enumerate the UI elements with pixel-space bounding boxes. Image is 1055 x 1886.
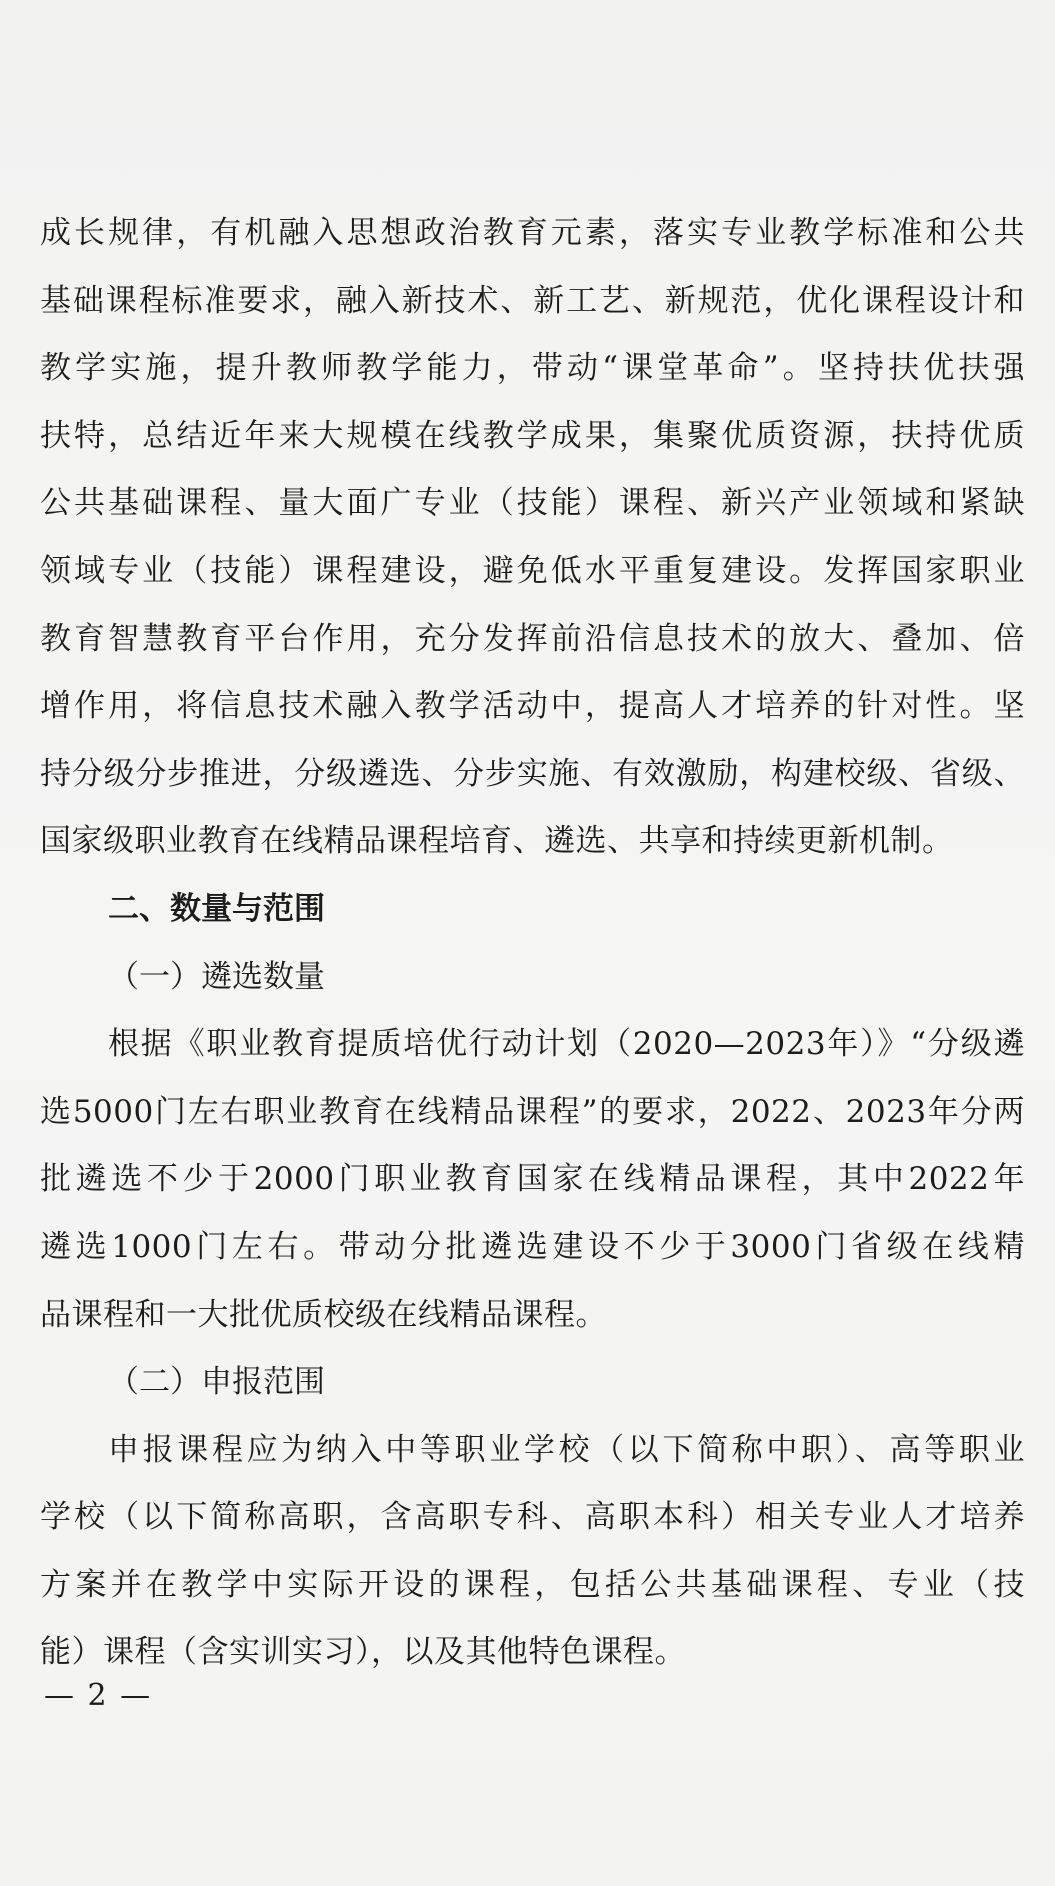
text-line: 教育智慧教育平台作用，充分发挥前沿信息技术的放大、叠加、倍	[40, 620, 1025, 657]
section-heading: 二、数量与范围	[108, 890, 325, 927]
text-line: 成长规律，有机融入思想政治教育元素，落实专业教学标准和公共	[40, 215, 1025, 251]
paragraph-selection-quantity	[40, 1011, 1025, 1349]
text-line: 国家级职业教育在线精品课程培育、遴选、共享和持续更新机制。	[40, 823, 954, 860]
subsection-heading: （二）申报范围	[108, 1364, 325, 1401]
text-line: 根据《职业教育提质培优行动计划（2020—2023年）》“分级遴	[108, 1026, 1025, 1063]
text-line: 增作用，将信息技术融入教学活动中，提高人才培养的针对性。坚	[40, 688, 1025, 725]
text-line: 基础课程标准要求，融入新技术、新工艺、新规范，优化课程设计和	[40, 282, 1025, 319]
page-number: — 2 —	[44, 1678, 153, 1713]
text-line: 扶特，总结近年来大规模在线教学成果，集聚优质资源，扶持优质	[40, 417, 1025, 454]
text-line: 品课程和一大批优质校级在线精品课程。	[40, 1296, 607, 1333]
text-line: 领域专业（技能）课程建设，避免低水平重复建设。发挥国家职业	[40, 552, 1025, 589]
document-body	[40, 200, 1025, 1687]
text-line: 能）课程（含实训实习），以及其他特色课程。	[40, 1634, 686, 1671]
text-line: 申报课程应为纳入中等职业学校（以下简称中职）、高等职业	[108, 1431, 1025, 1468]
paragraph-application-scope	[40, 1417, 1025, 1687]
paragraph-guiding-principles	[40, 200, 1025, 876]
text-line: 教学实施，提升教师教学能力，带动“课堂革命”。坚持扶优扶强	[40, 350, 1025, 387]
subsection-heading: （一）遴选数量	[108, 958, 325, 995]
text-line: 遴选1000门左右。带动分批遴选建设不少于3000门省级在线精	[40, 1228, 1025, 1265]
text-line: 选5000门左右职业教育在线精品课程”的要求，2022、2023年分两	[40, 1093, 1025, 1130]
text-line: 公共基础课程、量大面广专业（技能）课程、新兴产业领域和紧缺	[40, 485, 1025, 522]
text-line: 持分级分步推进，分级遴选、分步实施、有效激励，构建校级、省级、	[40, 755, 1025, 792]
text-line: 方案并在教学中实际开设的课程，包括公共基础课程、专业（技	[40, 1566, 1025, 1603]
text-line: 学校（以下简称高职，含高职专科、高职本科）相关专业人才培养	[40, 1499, 1025, 1536]
text-line: 批遴选不少于2000门职业教育国家在线精品课程，其中2022年	[40, 1161, 1025, 1198]
